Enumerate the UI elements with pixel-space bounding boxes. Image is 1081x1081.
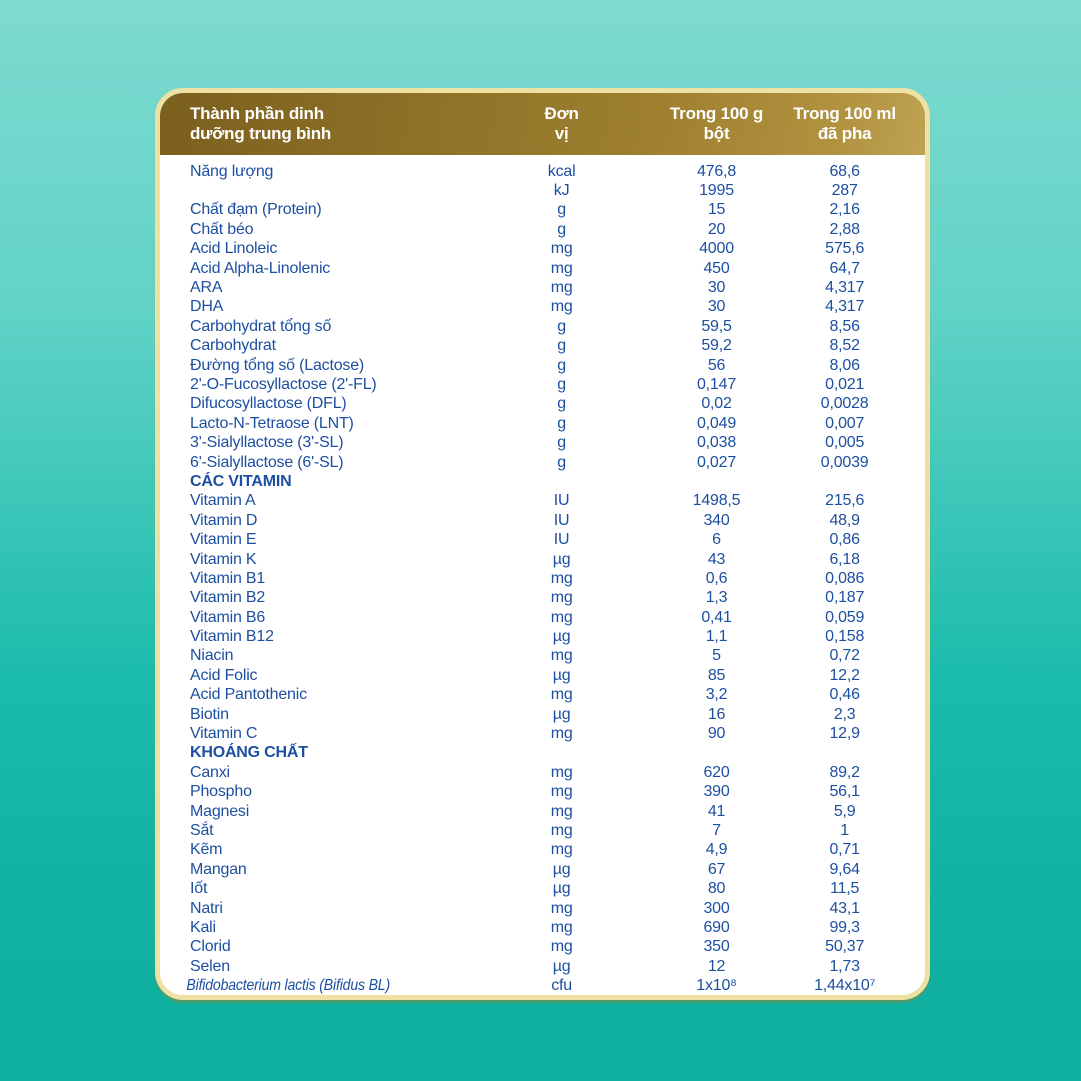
row-name: Vitamin K bbox=[190, 550, 257, 568]
header-per-100g-label: Trong 100 g bột bbox=[669, 104, 764, 143]
row-per100ml: 48,9 bbox=[829, 511, 860, 529]
row-per100g: 85 bbox=[707, 666, 726, 684]
row-per100g: 1x10⁸ bbox=[696, 977, 737, 995]
row-name: Lacto-N-Tetraose (LNT) bbox=[190, 414, 354, 432]
row-name: Đường tổng số (Lactose) bbox=[190, 356, 365, 374]
row-per100ml: 43,1 bbox=[829, 899, 860, 917]
row-name: Biotin bbox=[190, 705, 229, 723]
table-row bbox=[160, 627, 925, 646]
row-name: Magnesi bbox=[190, 802, 250, 820]
row-unit: cfu bbox=[551, 977, 572, 995]
row-unit: mg bbox=[550, 608, 573, 626]
row-name: Niacin bbox=[190, 647, 234, 665]
table-row bbox=[160, 298, 925, 317]
table-row bbox=[160, 705, 925, 724]
row-per100ml: 0,46 bbox=[829, 686, 860, 704]
row-per100ml: 4,317 bbox=[825, 298, 865, 316]
table-row bbox=[160, 841, 925, 860]
row-per100ml: 89,2 bbox=[829, 763, 860, 781]
row-per100g: 5 bbox=[712, 647, 721, 665]
table-row bbox=[160, 608, 925, 627]
row-per100ml: 2,3 bbox=[833, 705, 856, 723]
row-per100g: 476,8 bbox=[696, 162, 737, 180]
row-per100g: 16 bbox=[707, 705, 726, 723]
row-per100g: 20 bbox=[707, 220, 726, 238]
row-per100g: 620 bbox=[703, 763, 730, 781]
table-row bbox=[160, 278, 925, 297]
row-per100g: 41 bbox=[707, 802, 726, 820]
row-per100ml: 1 bbox=[840, 821, 849, 839]
row-per100ml: 215,6 bbox=[825, 492, 865, 510]
row-unit: µg bbox=[552, 550, 571, 568]
row-per100g: 12 bbox=[707, 957, 726, 975]
section-label: KHOÁNG CHẤT bbox=[190, 744, 308, 762]
header-per-100g-column bbox=[669, 104, 765, 144]
row-unit: µg bbox=[552, 705, 571, 723]
row-unit: mg bbox=[550, 259, 573, 277]
row-per100g: 30 bbox=[707, 279, 726, 297]
row-per100g: 67 bbox=[707, 860, 726, 878]
row-name: Vitamin B12 bbox=[190, 628, 274, 646]
row-unit: g bbox=[557, 317, 566, 335]
row-per100ml: 68,6 bbox=[829, 162, 860, 180]
row-name: ARA bbox=[190, 279, 223, 297]
row-name: Canxi bbox=[190, 763, 230, 781]
row-unit: mg bbox=[550, 821, 573, 839]
row-per100g: 0,049 bbox=[696, 414, 737, 432]
table-row bbox=[160, 259, 925, 278]
row-per100g: 3,2 bbox=[705, 686, 728, 704]
row-name: Kali bbox=[190, 918, 216, 936]
row-name: Kẽm bbox=[190, 841, 223, 859]
row-per100ml: 0,005 bbox=[825, 434, 865, 452]
row-unit: mg bbox=[550, 686, 573, 704]
row-per100g: 0,027 bbox=[696, 453, 737, 471]
row-name: Acid Folic bbox=[190, 666, 258, 684]
table-row bbox=[160, 783, 925, 802]
nutrition-facts-card bbox=[155, 88, 930, 1000]
table-row bbox=[160, 763, 925, 782]
table-row bbox=[160, 181, 925, 200]
row-per100ml: 0,0039 bbox=[820, 453, 869, 471]
row-per100g: 15 bbox=[707, 201, 726, 219]
header-unit-column bbox=[455, 104, 669, 144]
row-per100g: 4000 bbox=[699, 240, 734, 258]
row-unit: µg bbox=[552, 628, 571, 646]
table-row bbox=[160, 433, 925, 452]
row-unit: g bbox=[557, 395, 566, 413]
row-per100ml: 8,52 bbox=[829, 337, 860, 355]
row-per100g: 0,41 bbox=[701, 608, 732, 626]
row-unit: IU bbox=[553, 511, 570, 529]
row-per100ml: 8,06 bbox=[829, 356, 860, 374]
row-per100g: 690 bbox=[703, 918, 730, 936]
row-per100ml: 0,086 bbox=[825, 569, 865, 587]
row-name: Vitamin C bbox=[190, 725, 258, 743]
row-per100ml: 4,317 bbox=[825, 279, 865, 297]
table-row bbox=[160, 589, 925, 608]
table-row bbox=[160, 802, 925, 821]
row-per100ml: 5,9 bbox=[833, 802, 856, 820]
row-name: Vitamin B6 bbox=[190, 608, 266, 626]
table-row bbox=[160, 957, 925, 976]
row-unit: µg bbox=[552, 860, 571, 878]
row-per100ml: 0,71 bbox=[829, 841, 860, 859]
row-per100g: 80 bbox=[707, 880, 726, 898]
row-per100ml: 11,5 bbox=[830, 880, 860, 898]
row-per100ml: 99,3 bbox=[829, 918, 860, 936]
row-unit: g bbox=[557, 414, 566, 432]
table-row bbox=[160, 724, 925, 743]
row-name: Phospho bbox=[190, 783, 252, 801]
row-unit: mg bbox=[550, 802, 573, 820]
row-unit: mg bbox=[550, 569, 573, 587]
table-body bbox=[160, 155, 925, 996]
row-name: Difucosyllactose (DFL) bbox=[190, 395, 347, 413]
row-unit: mg bbox=[550, 240, 573, 258]
row-per100g: 0,6 bbox=[705, 569, 728, 587]
row-unit: mg bbox=[550, 841, 573, 859]
row-name: Acid Linoleic bbox=[190, 240, 278, 258]
row-per100ml: 0,72 bbox=[829, 647, 860, 665]
row-name: Vitamin B1 bbox=[190, 569, 266, 587]
row-unit: µg bbox=[552, 957, 571, 975]
table-row bbox=[160, 938, 925, 957]
row-name: Vitamin D bbox=[190, 511, 258, 529]
row-per100g: 0,147 bbox=[696, 375, 737, 393]
row-name: Acid Alpha-Linolenic bbox=[190, 259, 331, 277]
row-unit: mg bbox=[550, 725, 573, 743]
row-name: Iốt bbox=[190, 880, 208, 898]
row-name: Sắt bbox=[190, 821, 214, 839]
row-name: Chất béo bbox=[190, 220, 254, 238]
table-row bbox=[160, 686, 925, 705]
row-unit: mg bbox=[550, 918, 573, 936]
table-row bbox=[160, 240, 925, 259]
row-per100ml: 9,64 bbox=[829, 860, 860, 878]
row-name: Mangan bbox=[190, 860, 247, 878]
header-per-100ml-column bbox=[764, 104, 925, 144]
row-per100ml: 0,007 bbox=[825, 414, 865, 432]
table-row bbox=[160, 860, 925, 879]
row-unit: kcal bbox=[547, 162, 576, 180]
header-nutrient-column bbox=[160, 104, 455, 144]
row-per100g: 1498,5 bbox=[692, 492, 741, 510]
row-unit: mg bbox=[550, 647, 573, 665]
table-row bbox=[160, 918, 925, 937]
row-per100ml: 6,18 bbox=[829, 550, 860, 568]
row-per100g: 30 bbox=[707, 298, 726, 316]
header-unit-label: Đơn vị bbox=[544, 104, 579, 143]
row-unit: g bbox=[557, 337, 566, 355]
row-per100g: 450 bbox=[703, 259, 730, 277]
header-per-100ml-label: Trong 100 ml đã pha bbox=[793, 104, 896, 143]
row-name: Natri bbox=[190, 899, 223, 917]
row-name: Bifidobacterium lactis (Bifidus BL) bbox=[186, 977, 390, 995]
row-per100ml: 50,37 bbox=[825, 938, 865, 956]
row-name: 6'-Sialyllactose (6'-SL) bbox=[190, 453, 344, 471]
row-unit: kJ bbox=[553, 182, 570, 200]
row-per100g: 300 bbox=[703, 899, 730, 917]
row-unit: g bbox=[557, 201, 566, 219]
row-unit: mg bbox=[550, 589, 573, 607]
row-unit: g bbox=[557, 375, 566, 393]
table-row bbox=[160, 375, 925, 394]
row-per100ml: 2,16 bbox=[829, 201, 860, 219]
row-unit: mg bbox=[550, 938, 573, 956]
row-per100ml: 0,86 bbox=[829, 531, 860, 549]
row-per100g: 7 bbox=[712, 821, 721, 839]
row-unit: mg bbox=[550, 279, 573, 297]
row-per100g: 6 bbox=[712, 531, 721, 549]
row-unit: g bbox=[557, 356, 566, 374]
section-row bbox=[160, 472, 925, 491]
row-name: 2'-O-Fucosyllactose (2'-FL) bbox=[190, 375, 377, 393]
row-name: Năng lượng bbox=[190, 162, 274, 180]
table-row bbox=[160, 550, 925, 569]
row-name: 3'-Sialyllactose (3'-SL) bbox=[190, 434, 344, 452]
row-unit: g bbox=[557, 453, 566, 471]
row-unit: µg bbox=[552, 880, 571, 898]
table-header-row bbox=[160, 93, 925, 155]
row-per100ml: 287 bbox=[831, 182, 858, 200]
row-name: Vitamin B2 bbox=[190, 589, 266, 607]
row-per100g: 1995 bbox=[699, 182, 734, 200]
table-row bbox=[160, 337, 925, 356]
row-unit: mg bbox=[550, 763, 573, 781]
section-label: CÁC VITAMIN bbox=[190, 472, 292, 490]
table-row bbox=[160, 530, 925, 549]
row-name: Chất đạm (Protein) bbox=[190, 201, 322, 219]
row-per100ml: 8,56 bbox=[829, 317, 860, 335]
row-per100g: 1,3 bbox=[705, 589, 728, 607]
table-row bbox=[160, 879, 925, 898]
row-per100ml: 0,0028 bbox=[820, 395, 869, 413]
row-per100ml: 0,021 bbox=[825, 375, 865, 393]
section-row bbox=[160, 744, 925, 763]
table-row bbox=[160, 511, 925, 530]
table-row bbox=[160, 899, 925, 918]
row-per100g: 0,038 bbox=[696, 434, 737, 452]
row-per100ml: 64,7 bbox=[829, 259, 860, 277]
table-row bbox=[160, 356, 925, 375]
row-per100g: 56 bbox=[707, 356, 726, 374]
row-unit: IU bbox=[553, 531, 570, 549]
row-unit: mg bbox=[550, 298, 573, 316]
row-per100ml: 1,73 bbox=[829, 957, 860, 975]
table-row bbox=[160, 492, 925, 511]
row-name: Carbohydrat bbox=[190, 337, 276, 355]
row-per100g: 43 bbox=[707, 550, 726, 568]
row-per100g: 340 bbox=[703, 511, 730, 529]
row-unit: mg bbox=[550, 899, 573, 917]
row-name: Carbohydrat tổng số bbox=[190, 317, 332, 335]
row-name: Vitamin A bbox=[190, 492, 256, 510]
table-row bbox=[160, 666, 925, 685]
table-row bbox=[160, 414, 925, 433]
table-row bbox=[160, 453, 925, 472]
table-row bbox=[160, 201, 925, 220]
row-unit: IU bbox=[553, 492, 570, 510]
header-nutrient-label: Thành phần dinh dưỡng trung bình bbox=[190, 104, 332, 143]
row-name: Selen bbox=[190, 957, 230, 975]
row-unit: g bbox=[557, 434, 566, 452]
table-row bbox=[160, 976, 925, 995]
row-per100ml: 575,6 bbox=[825, 240, 865, 258]
row-per100ml: 12,9 bbox=[829, 725, 860, 743]
row-per100ml: 2,88 bbox=[829, 220, 860, 238]
row-name: DHA bbox=[190, 298, 224, 316]
row-per100ml: 0,059 bbox=[825, 608, 865, 626]
table-row bbox=[160, 569, 925, 588]
table-row bbox=[160, 162, 925, 181]
row-per100g: 59,2 bbox=[701, 337, 732, 355]
row-per100ml: 1,44x10⁷ bbox=[814, 977, 876, 995]
row-per100ml: 12,2 bbox=[829, 666, 860, 684]
row-unit: µg bbox=[552, 666, 571, 684]
row-name: Vitamin E bbox=[190, 531, 257, 549]
table-row bbox=[160, 647, 925, 666]
row-per100g: 1,1 bbox=[705, 628, 728, 646]
row-name: Acid Pantothenic bbox=[190, 686, 307, 704]
table-row bbox=[160, 821, 925, 840]
row-per100g: 90 bbox=[707, 725, 726, 743]
row-per100ml: 0,158 bbox=[825, 628, 865, 646]
row-unit: g bbox=[557, 220, 566, 238]
row-per100ml: 56,1 bbox=[829, 783, 860, 801]
table-row bbox=[160, 395, 925, 414]
table-row bbox=[160, 220, 925, 239]
row-per100g: 350 bbox=[703, 938, 730, 956]
table-row bbox=[160, 317, 925, 336]
row-per100g: 59,5 bbox=[701, 317, 732, 335]
row-per100g: 4,9 bbox=[705, 841, 728, 859]
row-per100g: 0,02 bbox=[701, 395, 732, 413]
row-name: Clorid bbox=[190, 938, 231, 956]
row-per100ml: 0,187 bbox=[825, 589, 865, 607]
row-per100g: 390 bbox=[703, 783, 730, 801]
row-unit: mg bbox=[550, 783, 573, 801]
